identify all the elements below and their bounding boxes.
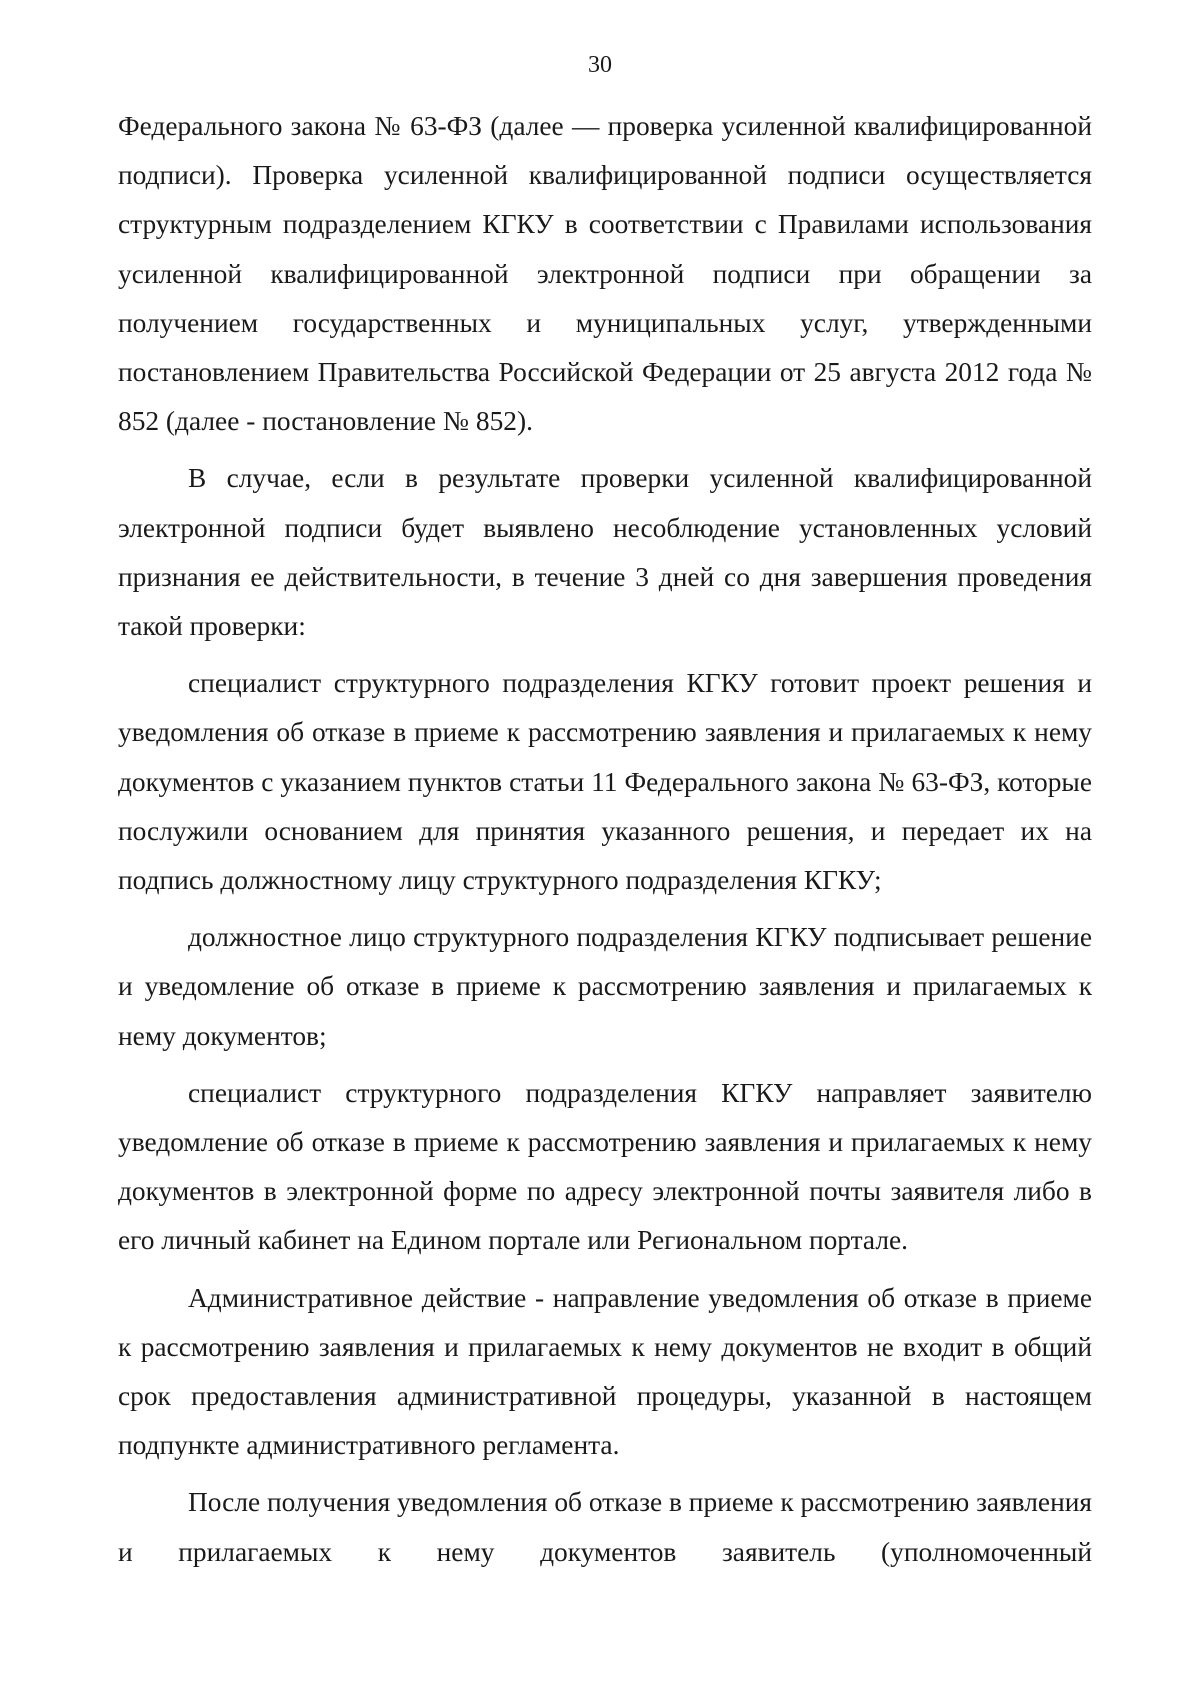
paragraph-official-signs: должностное лицо структурного подразделения КГКУ подписывает решение и уведомление об отказе в приеме к рассмотрению заявления и прилагаемых к нему документов; <box>118 922 1092 1051</box>
page-number: 30 <box>588 52 612 78</box>
paragraph-continuation: Федерального закона № 63-ФЗ (далее — проверка усиленной квалифицированной подписи). Проверка усиленной квалифицированной подписи осуществляется структурным подразделением КГКУ в соответствии с Правилами использования усиленной квалифицированной электронной подписи при обращении за получением государственных и муниципальных услуг, утвержденными постановлением Правительства Российской Федерации от 25 августа 2012 года № 852 (далее - постановление № 852). <box>118 111 1092 437</box>
paragraph-signature-check: В случае, если в результате проверки усиленной квалифицированной электронной подписи будет выявлено несоблюдение установленных условий признания ее действительности, в течение 3 дней со дня завершения проведения такой проверки: <box>118 463 1092 642</box>
paragraph-after-notification: После получения уведомления об отказе в приеме к рассмотрению заявления и прилагаемых к нему документов заявитель (уполномоченный <box>118 1487 1092 1567</box>
document-body <box>118 102 1092 1577</box>
paragraph-specialist-prepares: специалист структурного подразделения КГКУ готовит проект решения и уведомления об отказе в приеме к рассмотрению заявления и прилагаемых к нему документов с указанием пунктов статьи 11 Федерального закона № 63-ФЗ, которые послужили основанием для принятия указанного решения, и передает их на подпись должностному лицу структурного подразделения КГКУ; <box>118 668 1092 896</box>
paragraph-administrative-action: Административное действие - направление уведомления об отказе в приеме к рассмотрению заявления и прилагаемых к нему документов не входит в общий срок предоставления административной процедуры, указанной в настоящем подпункте административного регламента. <box>118 1282 1092 1461</box>
paragraph-specialist-sends: специалист структурного подразделения КГКУ направляет заявителю уведомление об отказе в приеме к рассмотрению заявления и прилагаемых к нему документов в электронной форме по адресу электронной почты заявителя либо в его личный кабинет на Едином портале или Региональном портале. <box>118 1077 1092 1256</box>
